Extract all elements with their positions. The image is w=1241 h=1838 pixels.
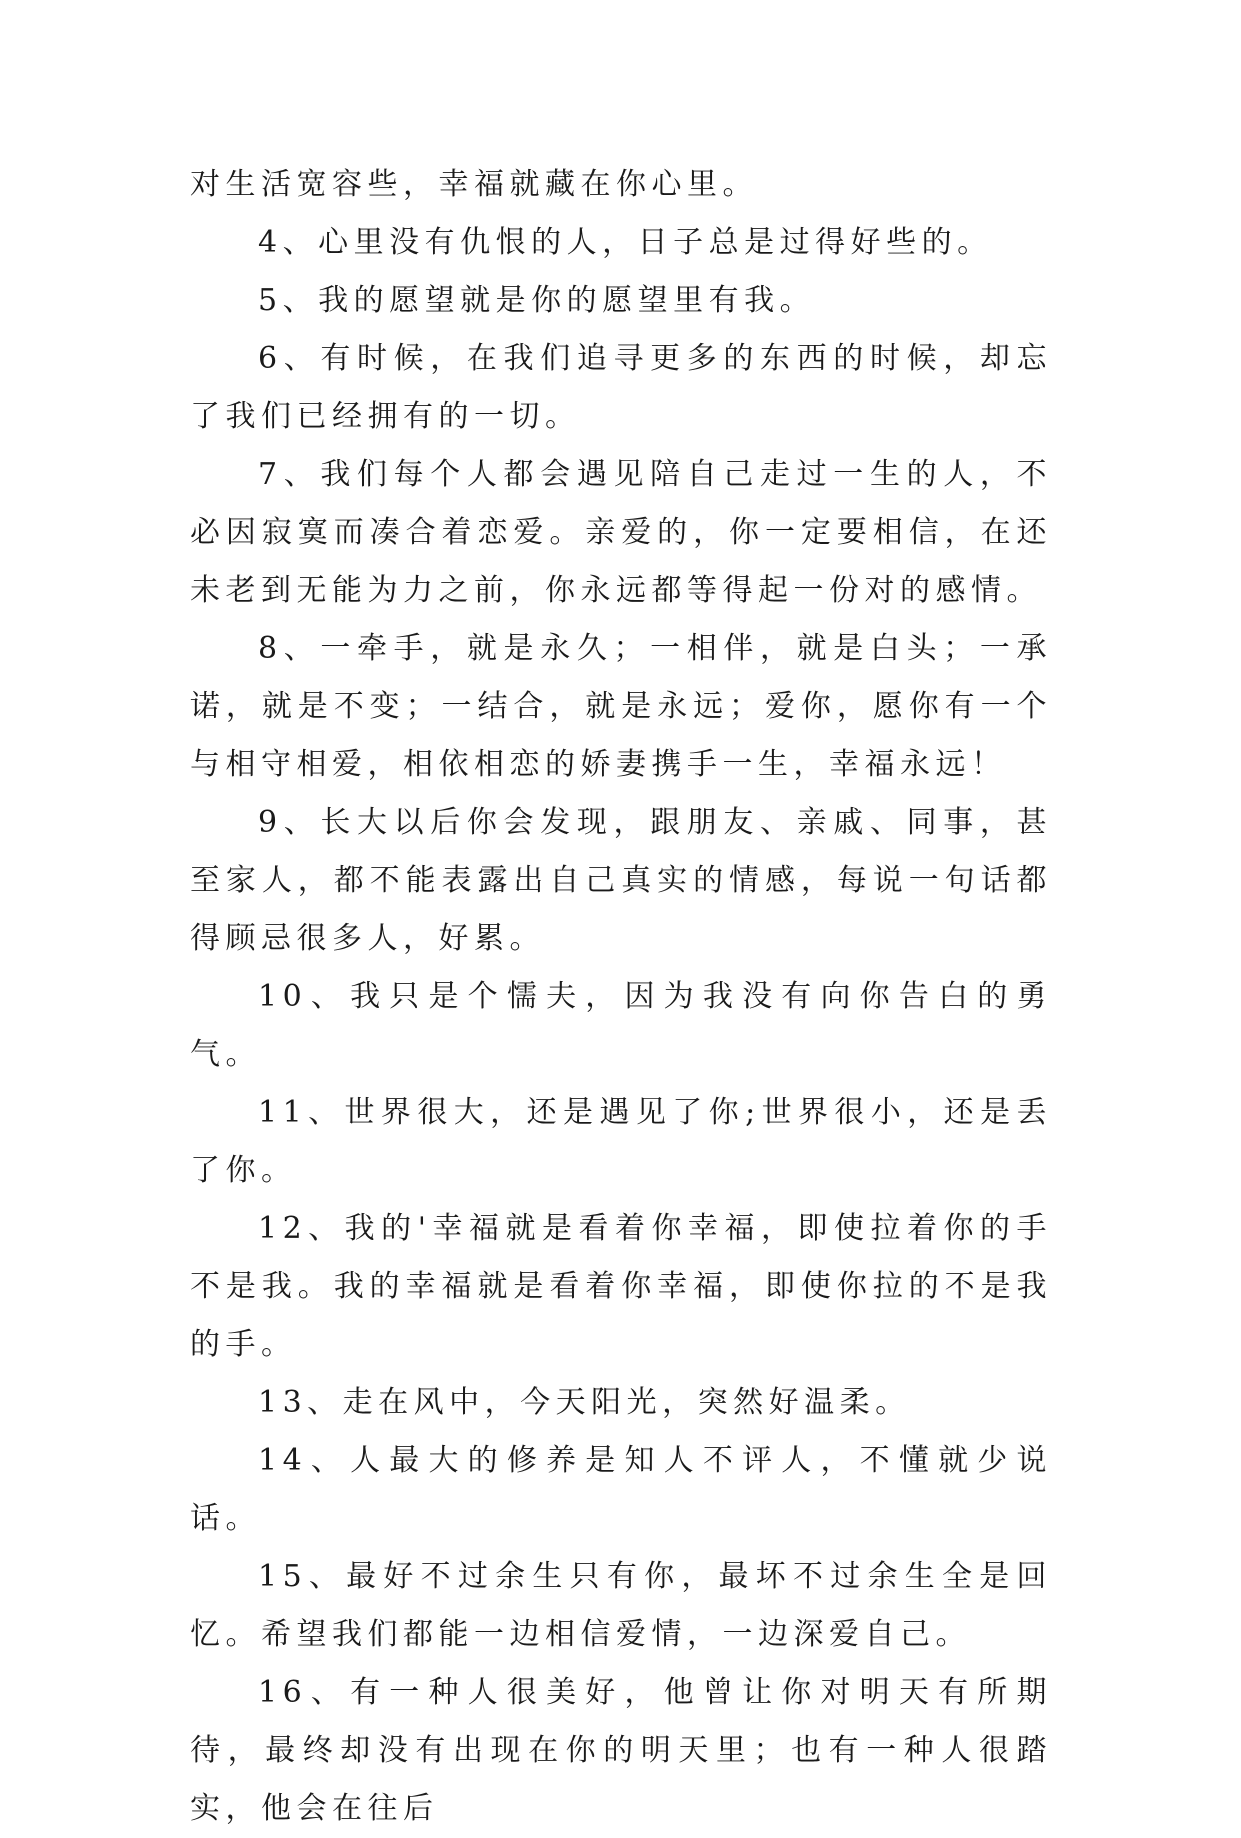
paragraph-item-11: 11、世界很大，还是遇见了你;世界很小，还是丢了你。 (190, 1095, 1052, 1188)
paragraph-item-9: 9、长大以后你会发现，跟朋友、亲戚、同事，甚至家人，都不能表露出自己真实的情感，每说一句话都得顾忌很多人，好累。 (190, 805, 1052, 956)
paragraph-item-8: 8、一牵手，就是永久；一相伴，就是白头；一承诺，就是不变；一结合，就是永远；爱你，愿你有一个与相守相爱，相依相恋的娇妻携手一生，幸福永远！ (190, 631, 1052, 782)
paragraph-item-13: 13、走在风中，今天阳光，突然好温柔。 (258, 1385, 911, 1420)
paragraph-item-12: 12、我的'幸福就是看着你幸福，即使拉着你的手不是我。我的幸福就是看着你幸福，即使你拉的不是我的手。 (190, 1211, 1052, 1362)
paragraph-item-16: 16、有一种人很美好，他曾让你对明天有所期待，最终却没有出现在你的明天里；也有一种人很踏实，他会在往后 (190, 1675, 1052, 1826)
paragraph-item-15: 15、最好不过余生只有你，最坏不过余生全是回忆。希望我们都能一边相信爱情，一边深爱自己。 (190, 1559, 1052, 1652)
paragraph-item-5: 5、我的愿望就是你的愿望里有我。 (258, 283, 816, 318)
document-body (190, 156, 1052, 1838)
paragraph-item-7: 7、我们每个人都会遇见陪自己走过一生的人，不必因寂寞而凑合着恋爱。亲爱的，你一定要相信，在还未老到无能为力之前，你永远都等得起一份对的感情。 (190, 457, 1052, 608)
paragraph-item-6: 6、有时候，在我们追寻更多的东西的时候，却忘了我们已经拥有的一切。 (190, 341, 1052, 434)
paragraph-item-10: 10、我只是个懦夫，因为我没有向你告白的勇气。 (190, 979, 1052, 1072)
paragraph-item-14: 14、人最大的修养是知人不评人，不懂就少说话。 (190, 1443, 1052, 1536)
paragraph-continuation: 对生活宽容些，幸福就藏在你心里。 (190, 167, 758, 202)
paragraph-item-4: 4、心里没有仇恨的人，日子总是过得好些的。 (258, 225, 993, 260)
